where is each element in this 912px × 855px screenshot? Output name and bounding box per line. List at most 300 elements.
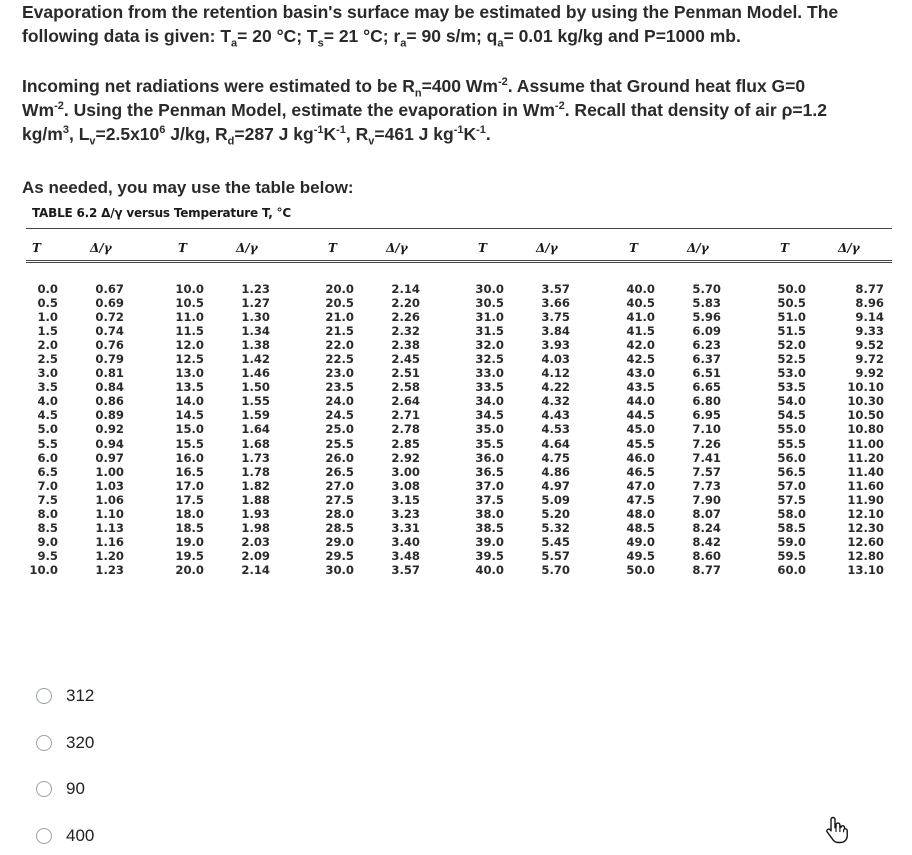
temperature-cell: 26.0 xyxy=(325,450,354,465)
delta-gamma-cell: 5.45 xyxy=(541,534,570,549)
temperature-cell: 23.5 xyxy=(325,380,354,395)
delta-gamma-cell: 3.75 xyxy=(541,310,570,325)
temperature-cell: 25.0 xyxy=(325,422,354,437)
temperature-cell: 7.5 xyxy=(37,492,58,507)
temperature-cell: 21.5 xyxy=(325,324,354,339)
radio-button[interactable] xyxy=(36,688,52,704)
temperature-cell: 52.5 xyxy=(777,352,806,367)
delta-gamma-cell: 0.81 xyxy=(95,366,124,381)
temperature-cell: 31.5 xyxy=(475,324,504,339)
question-paragraph-1 xyxy=(22,0,838,48)
delta-gamma-cell: 0.84 xyxy=(95,380,124,395)
delta-gamma-cell: 4.03 xyxy=(541,352,570,367)
temperature-cell: 22.0 xyxy=(325,338,354,353)
delta-gamma-cell: 1.06 xyxy=(95,492,124,507)
temperature-cell: 3.0 xyxy=(37,366,58,381)
header-delta-gamma: Δ/γ xyxy=(687,241,709,255)
delta-gamma-column xyxy=(226,282,270,577)
temperature-cell: 42.5 xyxy=(626,352,655,367)
delta-gamma-cell: 6.51 xyxy=(692,366,721,381)
header-temperature: T xyxy=(32,241,41,255)
answer-option[interactable] xyxy=(36,826,94,846)
temperature-cell: 12.5 xyxy=(175,352,204,367)
delta-gamma-cell: 8.07 xyxy=(692,506,721,521)
temperature-cell: 46.5 xyxy=(626,464,655,479)
temperature-cell: 30.0 xyxy=(475,282,504,296)
temperature-cell: 11.5 xyxy=(175,324,204,339)
table-top-rule xyxy=(26,228,892,229)
delta-gamma-cell: 1.20 xyxy=(95,548,124,563)
temperature-cell: 10.5 xyxy=(175,296,204,311)
temperature-cell: 20.5 xyxy=(325,296,354,311)
header-temperature: T xyxy=(780,241,789,255)
delta-gamma-column xyxy=(677,282,721,577)
delta-gamma-cell: 1.27 xyxy=(241,296,270,311)
temperature-cell: 22.5 xyxy=(325,352,354,367)
temperature-cell: 51.5 xyxy=(777,324,806,339)
temperature-cell: 53.0 xyxy=(777,366,806,381)
delta-gamma-cell: 3.15 xyxy=(391,492,420,507)
delta-gamma-cell: 8.96 xyxy=(855,296,884,311)
delta-gamma-cell: 2.78 xyxy=(391,422,420,437)
temperature-cell: 6.5 xyxy=(37,464,58,479)
delta-gamma-cell: 5.09 xyxy=(541,492,570,507)
header-rule xyxy=(26,262,892,263)
delta-gamma-cell: 9.33 xyxy=(855,324,884,339)
header-temperature: T xyxy=(328,241,337,255)
temperature-cell: 17.0 xyxy=(175,478,204,493)
temperature-cell: 38.5 xyxy=(475,520,504,535)
delta-gamma-cell: 8.77 xyxy=(855,282,884,296)
delta-gamma-column xyxy=(80,282,124,577)
delta-gamma-cell: 12.60 xyxy=(847,534,884,549)
delta-gamma-cell: 0.86 xyxy=(95,394,124,409)
delta-gamma-cell: 0.79 xyxy=(95,352,124,367)
temperature-cell: 37.0 xyxy=(475,478,504,493)
temperature-cell: 29.5 xyxy=(325,548,354,563)
delta-gamma-cell: 7.41 xyxy=(692,450,721,465)
temperature-cell: 54.5 xyxy=(777,408,806,423)
header-rule xyxy=(26,260,892,261)
delta-gamma-cell: 3.57 xyxy=(391,562,420,577)
temperature-cell: 16.0 xyxy=(175,450,204,465)
delta-gamma-cell: 2.92 xyxy=(391,450,420,465)
temperature-cell: 46.0 xyxy=(626,450,655,465)
temperature-cell: 33.5 xyxy=(475,380,504,395)
answer-option-label: 90 xyxy=(66,779,85,798)
question-line: following data is given: $T_a= 20$ °C; $T_s= 21$ °C; $r_a= 90$ s/m; $q_a= 0.01$ kg/kg and P=1000 mb. xyxy=(22,26,741,50)
delta-gamma-column xyxy=(828,282,884,577)
delta-gamma-cell: 0.67 xyxy=(95,282,124,296)
delta-gamma-cell: 5.70 xyxy=(541,562,570,577)
temperature-cell: 57.0 xyxy=(777,478,806,493)
delta-gamma-cell: 3.93 xyxy=(541,338,570,353)
delta-gamma-cell: 4.86 xyxy=(541,464,570,479)
delta-gamma-cell: 3.23 xyxy=(391,506,420,521)
delta-gamma-cell: 2.14 xyxy=(391,282,420,296)
delta-gamma-cell: 6.65 xyxy=(692,380,721,395)
delta-gamma-cell: 2.32 xyxy=(391,324,420,339)
temperature-cell: 57.5 xyxy=(777,492,806,507)
delta-gamma-cell: 0.89 xyxy=(95,408,124,423)
delta-gamma-cell: 5.83 xyxy=(692,296,721,311)
temperature-cell: 45.0 xyxy=(626,422,655,437)
delta-gamma-cell: 2.45 xyxy=(391,352,420,367)
temperature-cell: 0.5 xyxy=(37,296,58,311)
temperature-cell: 35.0 xyxy=(475,422,504,437)
delta-gamma-cell: 5.20 xyxy=(541,506,570,521)
delta-gamma-cell: 2.09 xyxy=(241,548,270,563)
temperature-cell: 9.5 xyxy=(37,548,58,563)
answer-option-label: 312 xyxy=(66,686,95,705)
temperature-cell: 28.0 xyxy=(325,506,354,521)
table-title: TABLE 6.2 Δ/γ versus Temperature T, °C xyxy=(32,206,291,220)
temperature-cell: 20.0 xyxy=(325,282,354,296)
delta-gamma-cell: 1.55 xyxy=(241,394,270,409)
temperature-cell: 33.0 xyxy=(475,366,504,381)
temperature-cell: 19.0 xyxy=(175,534,204,549)
delta-gamma-cell: 1.98 xyxy=(241,520,270,535)
delta-gamma-cell: 8.24 xyxy=(692,520,721,535)
temperature-cell: 39.0 xyxy=(475,534,504,549)
delta-gamma-cell: 0.69 xyxy=(95,296,124,311)
temperature-cell: 28.5 xyxy=(325,520,354,535)
delta-gamma-cell: 0.92 xyxy=(95,422,124,437)
temperature-cell: 34.0 xyxy=(475,394,504,409)
delta-gamma-cell: 3.66 xyxy=(541,296,570,311)
temperature-cell: 2.0 xyxy=(37,338,58,353)
temperature-cell: 23.0 xyxy=(325,366,354,381)
temperature-cell: 47.5 xyxy=(626,492,655,507)
delta-gamma-cell: 7.26 xyxy=(692,436,721,451)
delta-gamma-cell: 1.46 xyxy=(241,366,270,381)
temperature-cell: 1.0 xyxy=(37,310,58,325)
answer-option-label: 400 xyxy=(66,825,95,845)
temperature-cell: 53.5 xyxy=(777,380,806,395)
delta-gamma-cell: 3.40 xyxy=(391,534,420,549)
temperature-cell: 43.5 xyxy=(626,380,655,395)
header-delta-gamma: Δ/γ xyxy=(536,241,558,255)
temperature-cell: 56.0 xyxy=(777,450,806,465)
delta-gamma-cell: 10.30 xyxy=(847,394,884,409)
delta-gamma-cell: 1.64 xyxy=(241,422,270,437)
delta-gamma-cell: 1.73 xyxy=(241,450,270,465)
delta-gamma-cell: 0.72 xyxy=(95,310,124,325)
temperature-column xyxy=(322,282,354,577)
delta-gamma-cell: 2.58 xyxy=(391,380,420,395)
delta-gamma-cell: 11.40 xyxy=(847,464,884,479)
delta-gamma-cell: 6.09 xyxy=(692,324,721,339)
temperature-cell: 20.0 xyxy=(175,562,204,577)
delta-gamma-cell: 12.30 xyxy=(847,520,884,535)
temperature-cell: 24.5 xyxy=(325,408,354,423)
temperature-cell: 42.0 xyxy=(626,338,655,353)
delta-gamma-cell: 11.60 xyxy=(847,478,884,493)
delta-gamma-cell: 2.20 xyxy=(391,296,420,311)
header-temperature: T xyxy=(178,241,187,255)
delta-gamma-cell: 7.10 xyxy=(692,422,721,437)
delta-gamma-cell: 9.14 xyxy=(855,310,884,325)
temperature-cell: 29.0 xyxy=(325,534,354,549)
delta-gamma-cell: 7.57 xyxy=(692,464,721,479)
temperature-cell: 16.5 xyxy=(175,464,204,479)
temperature-cell: 0.0 xyxy=(37,282,58,296)
temperature-cell: 19.5 xyxy=(175,548,204,563)
temperature-cell: 2.5 xyxy=(37,352,58,367)
table-hint: As needed, you may use the table below: xyxy=(22,178,354,197)
delta-gamma-cell: 3.57 xyxy=(541,282,570,296)
question-paragraph-2 xyxy=(22,74,827,146)
temperature-cell: 40.0 xyxy=(626,282,655,296)
temperature-cell: 7.0 xyxy=(37,478,58,493)
temperature-cell: 32.5 xyxy=(475,352,504,367)
temperature-cell: 4.0 xyxy=(37,394,58,409)
temperature-cell: 1.5 xyxy=(37,324,58,339)
temperature-cell: 24.0 xyxy=(325,394,354,409)
delta-gamma-cell: 1.38 xyxy=(241,338,270,353)
header-temperature: T xyxy=(478,241,487,255)
delta-gamma-cell: 1.93 xyxy=(241,506,270,521)
delta-gamma-cell: 4.43 xyxy=(541,408,570,423)
temperature-cell: 15.5 xyxy=(175,436,204,451)
temperature-cell: 9.0 xyxy=(37,534,58,549)
temperature-cell: 5.0 xyxy=(37,422,58,437)
temperature-cell: 4.5 xyxy=(37,408,58,423)
temperature-cell: 30.0 xyxy=(325,562,354,577)
delta-gamma-cell: 2.85 xyxy=(391,436,420,451)
delta-gamma-cell: 0.76 xyxy=(95,338,124,353)
delta-gamma-cell: 1.23 xyxy=(95,562,124,577)
delta-gamma-cell: 7.90 xyxy=(692,492,721,507)
temperature-cell: 13.0 xyxy=(175,366,204,381)
temperature-cell: 48.5 xyxy=(626,520,655,535)
delta-gamma-cell: 2.14 xyxy=(241,562,270,577)
answer-option[interactable] xyxy=(36,686,94,706)
delta-gamma-cell: 1.42 xyxy=(241,352,270,367)
delta-gamma-cell: 2.71 xyxy=(391,408,420,423)
question-line: Evaporation from the retention basin's surface may be estimated by using the Penman Model. The xyxy=(22,2,839,22)
delta-gamma-cell: 4.12 xyxy=(541,366,570,381)
temperature-cell: 11.0 xyxy=(175,310,204,325)
temperature-cell: 44.5 xyxy=(626,408,655,423)
delta-gamma-cell: 11.90 xyxy=(847,492,884,507)
delta-gamma-cell: 5.57 xyxy=(541,548,570,563)
temperature-cell: 50.0 xyxy=(626,562,655,577)
delta-gamma-cell: 6.37 xyxy=(692,352,721,367)
temperature-cell: 55.0 xyxy=(777,422,806,437)
delta-gamma-cell: 11.20 xyxy=(847,450,884,465)
temperature-cell: 13.5 xyxy=(175,380,204,395)
delta-gamma-cell: 9.92 xyxy=(855,366,884,381)
header-delta-gamma: Δ/γ xyxy=(236,241,258,255)
radio-button[interactable] xyxy=(36,781,52,797)
question-line: $kg/m^3$, $L_v=2.5x10^6$ J/kg, $R_d=287$ J $kg^{-1}K^{-1}$, $R_v=461$ J $kg^{-1}K^{-1}$. xyxy=(22,124,491,148)
answer-option-label: 320 xyxy=(66,732,95,752)
temperature-cell: 36.5 xyxy=(475,464,504,479)
temperature-cell: 15.0 xyxy=(175,422,204,437)
delta-gamma-cell: 10.50 xyxy=(847,408,884,423)
delta-gamma-cell: 5.96 xyxy=(692,310,721,325)
delta-gamma-cell: 13.10 xyxy=(847,562,884,577)
temperature-column xyxy=(472,282,504,577)
temperature-cell: 52.0 xyxy=(777,338,806,353)
temperature-cell: 35.5 xyxy=(475,436,504,451)
temperature-cell: 25.5 xyxy=(325,436,354,451)
answer-option[interactable] xyxy=(36,733,94,753)
delta-gamma-cell: 1.88 xyxy=(241,492,270,507)
delta-gamma-cell: 1.50 xyxy=(241,380,270,395)
header-delta-gamma: Δ/γ xyxy=(386,241,408,255)
temperature-cell: 59.0 xyxy=(777,534,806,549)
temperature-cell: 3.5 xyxy=(37,380,58,395)
delta-gamma-cell: 9.52 xyxy=(855,338,884,353)
question-line: $Wm^{-2}$. Using the Penman Model, estimate the evaporation in $Wm^{-2}$. Recall that density of air ρ=1.2 xyxy=(22,100,827,120)
temperature-cell: 14.0 xyxy=(175,394,204,409)
temperature-cell: 41.0 xyxy=(626,310,655,325)
delta-gamma-cell: 12.10 xyxy=(847,506,884,521)
temperature-cell: 10.0 xyxy=(175,282,204,296)
temperature-cell: 49.0 xyxy=(626,534,655,549)
delta-gamma-column xyxy=(376,282,420,577)
delta-gamma-cell: 11.00 xyxy=(847,436,884,451)
delta-gamma-cell: 3.31 xyxy=(391,520,420,535)
temperature-cell: 37.5 xyxy=(475,492,504,507)
delta-gamma-cell: 1.59 xyxy=(241,408,270,423)
delta-gamma-cell: 2.51 xyxy=(391,366,420,381)
temperature-cell: 51.0 xyxy=(777,310,806,325)
temperature-column xyxy=(774,282,806,577)
temperature-cell: 54.0 xyxy=(777,394,806,409)
temperature-cell: 59.5 xyxy=(777,548,806,563)
delta-gamma-cell: 2.26 xyxy=(391,310,420,325)
temperature-cell: 49.5 xyxy=(626,548,655,563)
temperature-cell: 40.5 xyxy=(626,296,655,311)
temperature-cell: 55.5 xyxy=(777,436,806,451)
delta-gamma-cell: 6.80 xyxy=(692,394,721,409)
temperature-cell: 8.0 xyxy=(37,506,58,521)
delta-gamma-cell: 1.78 xyxy=(241,464,270,479)
delta-gamma-cell: 10.10 xyxy=(847,380,884,395)
answer-option[interactable] xyxy=(36,779,85,799)
hand-pointer-icon xyxy=(824,815,850,845)
header-delta-gamma: Δ/γ xyxy=(838,241,860,255)
delta-gamma-cell: 4.53 xyxy=(541,422,570,437)
delta-gamma-cell: 0.74 xyxy=(95,324,124,339)
temperature-cell: 41.5 xyxy=(626,324,655,339)
delta-gamma-cell: 3.48 xyxy=(391,548,420,563)
temperature-cell: 31.0 xyxy=(475,310,504,325)
temperature-cell: 48.0 xyxy=(626,506,655,521)
delta-gamma-cell: 10.80 xyxy=(847,422,884,437)
delta-gamma-cell: 5.70 xyxy=(692,282,721,296)
temperature-column xyxy=(623,282,655,577)
temperature-cell: 27.5 xyxy=(325,492,354,507)
delta-gamma-cell: 2.38 xyxy=(391,338,420,353)
temperature-cell: 12.0 xyxy=(175,338,204,353)
temperature-cell: 44.0 xyxy=(626,394,655,409)
temperature-cell: 39.5 xyxy=(475,548,504,563)
temperature-cell: 58.0 xyxy=(777,506,806,521)
temperature-cell: 26.5 xyxy=(325,464,354,479)
delta-gamma-cell: 1.30 xyxy=(241,310,270,325)
delta-gamma-cell: 7.73 xyxy=(692,478,721,493)
delta-gamma-cell: 1.82 xyxy=(241,478,270,493)
delta-gamma-cell: 5.32 xyxy=(541,520,570,535)
temperature-cell: 50.0 xyxy=(777,282,806,296)
temperature-cell: 56.5 xyxy=(777,464,806,479)
delta-gamma-cell: 4.64 xyxy=(541,436,570,451)
header-temperature: T xyxy=(629,241,638,255)
temperature-cell: 32.0 xyxy=(475,338,504,353)
delta-gamma-cell: 4.75 xyxy=(541,450,570,465)
delta-gamma-cell: 8.77 xyxy=(692,562,721,577)
delta-gamma-column xyxy=(526,282,570,577)
temperature-cell: 21.0 xyxy=(325,310,354,325)
temperature-cell: 17.5 xyxy=(175,492,204,507)
temperature-cell: 34.5 xyxy=(475,408,504,423)
temperature-cell: 30.5 xyxy=(475,296,504,311)
temperature-cell: 14.5 xyxy=(175,408,204,423)
delta-gamma-cell: 8.60 xyxy=(692,548,721,563)
temperature-cell: 38.0 xyxy=(475,506,504,521)
table-header-row xyxy=(26,238,892,260)
delta-gamma-cell: 1.68 xyxy=(241,436,270,451)
delta-gamma-cell: 1.13 xyxy=(95,520,124,535)
header-delta-gamma: Δ/γ xyxy=(90,241,112,255)
delta-gamma-cell: 1.34 xyxy=(241,324,270,339)
delta-gamma-cell: 3.08 xyxy=(391,478,420,493)
radio-button[interactable] xyxy=(36,735,52,751)
temperature-cell: 6.0 xyxy=(37,450,58,465)
delta-gamma-cell: 4.32 xyxy=(541,394,570,409)
radio-button[interactable] xyxy=(36,828,52,844)
delta-gamma-cell: 1.00 xyxy=(95,464,124,479)
question-line: Incoming net radiations were estimated to be $R_n=400$ $Wm^{-2}$. Assume that Ground heat flux G=0 xyxy=(22,76,806,100)
temperature-cell: 27.0 xyxy=(325,478,354,493)
temperature-cell: 18.5 xyxy=(175,520,204,535)
temperature-cell: 5.5 xyxy=(37,436,58,451)
delta-gamma-cell: 8.42 xyxy=(692,534,721,549)
delta-gamma-cell: 3.00 xyxy=(391,464,420,479)
temperature-cell: 36.0 xyxy=(475,450,504,465)
delta-gamma-cell: 0.97 xyxy=(95,450,124,465)
delta-gamma-cell: 9.72 xyxy=(855,352,884,367)
delta-gamma-cell: 4.22 xyxy=(541,380,570,395)
delta-gamma-cell: 1.16 xyxy=(95,534,124,549)
delta-gamma-cell: 4.97 xyxy=(541,478,570,493)
temperature-column xyxy=(26,282,58,577)
delta-gamma-cell: 2.64 xyxy=(391,394,420,409)
temperature-cell: 43.0 xyxy=(626,366,655,381)
delta-gamma-cell: 1.10 xyxy=(95,506,124,521)
temperature-cell: 58.5 xyxy=(777,520,806,535)
temperature-cell: 10.0 xyxy=(29,562,58,577)
temperature-cell: 47.0 xyxy=(626,478,655,493)
temperature-cell: 40.0 xyxy=(475,562,504,577)
temperature-cell: 60.0 xyxy=(777,562,806,577)
delta-gamma-cell: 1.23 xyxy=(241,282,270,296)
delta-gamma-cell: 12.80 xyxy=(847,548,884,563)
delta-gamma-cell: 6.95 xyxy=(692,408,721,423)
delta-gamma-cell: 0.94 xyxy=(95,436,124,451)
delta-gamma-cell: 3.84 xyxy=(541,324,570,339)
temperature-cell: 50.5 xyxy=(777,296,806,311)
delta-gamma-cell: 2.03 xyxy=(241,534,270,549)
delta-gamma-cell: 1.03 xyxy=(95,478,124,493)
temperature-column xyxy=(172,282,204,577)
temperature-cell: 45.5 xyxy=(626,436,655,451)
delta-gamma-cell: 6.23 xyxy=(692,338,721,353)
